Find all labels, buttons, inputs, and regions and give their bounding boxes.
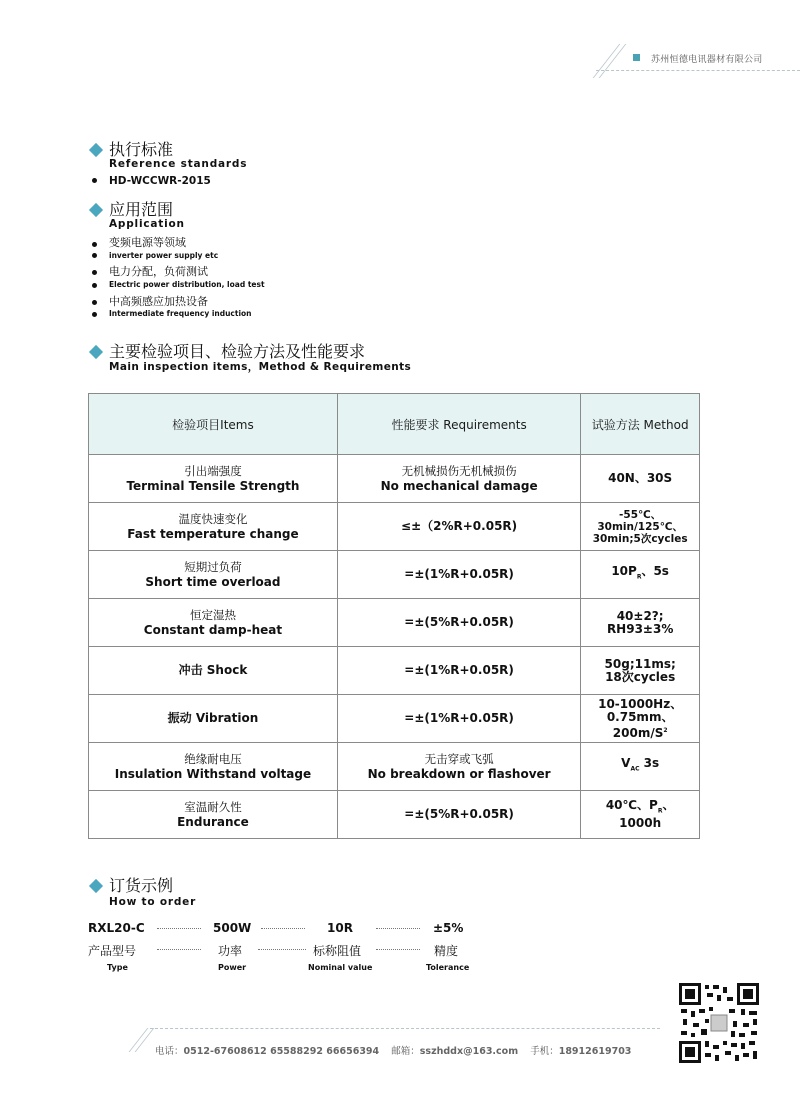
phone-number: 0512-67608612 65588292 66656394 xyxy=(183,1046,380,1057)
method-text: 、5s xyxy=(641,564,669,579)
order-label-tolerance: 精度 xyxy=(434,944,459,958)
method-line: 30min;5次cycles xyxy=(592,532,688,545)
item-cn: 温度快速变化 xyxy=(178,511,248,526)
item-cn: 短期过负荷 xyxy=(184,559,242,574)
diamond-icon xyxy=(89,143,103,157)
method-line: 10-1000Hz、 xyxy=(598,696,683,711)
method-cell xyxy=(581,743,700,791)
bullet-icon xyxy=(92,242,97,247)
requirement-cell xyxy=(337,791,580,839)
bullet-icon xyxy=(92,300,97,305)
dotted-leader xyxy=(157,928,201,929)
item-cell xyxy=(89,791,338,839)
email-label: 邮箱： xyxy=(391,1046,420,1057)
table-row xyxy=(89,647,700,695)
item-en: Fast temperature change xyxy=(127,526,299,541)
order-code-tolerance: ±5% xyxy=(433,921,464,935)
application-item-cn: 电力分配，负荷测试 xyxy=(109,265,208,278)
dotted-leader xyxy=(258,949,306,950)
order-label-resistance: 标称阻值 xyxy=(313,944,362,958)
requirement-cell xyxy=(337,455,580,503)
req-cn: 无机械损伤无机械损伤 xyxy=(401,463,517,478)
method-text: V xyxy=(621,756,631,771)
application-item-en: Intermediate frequency induction xyxy=(109,309,252,318)
bullet-icon xyxy=(92,253,97,258)
item-cn: 室温耐久性 xyxy=(184,799,242,814)
item-cn: 引出端强度 xyxy=(184,463,242,478)
application-item-en: Electric power distribution, load test xyxy=(109,280,265,289)
header-requirements: 性能要求 Requirements xyxy=(337,394,580,455)
req-en: =±(5%R+0.05R) xyxy=(404,615,514,629)
table-row xyxy=(89,743,700,791)
application-item-en: inverter power supply etc xyxy=(109,251,219,260)
item-cell xyxy=(89,647,338,695)
method-sup: 2 xyxy=(663,726,668,734)
req-en: No mechanical damage xyxy=(380,478,538,493)
order-title-en: How to order xyxy=(109,896,197,908)
item-cn: 绝缘耐电压 xyxy=(184,751,242,766)
inspection-title: 主要检验项目、检验方法及性能要求 xyxy=(109,342,366,361)
item-cell xyxy=(89,455,338,503)
method-line: RH93±3% xyxy=(606,621,674,636)
item-cell xyxy=(89,503,338,551)
req-en: =±(1%R+0.05R) xyxy=(404,711,514,725)
req-en: No breakdown or flashover xyxy=(367,766,551,781)
method-line: 40±2?; xyxy=(616,608,664,623)
dotted-leader xyxy=(157,949,201,950)
footer-dashed-line xyxy=(150,1028,660,1029)
order-label-type-en: Type xyxy=(107,963,128,972)
inspection-table xyxy=(88,393,700,839)
requirement-cell xyxy=(337,695,580,743)
method-sub: R xyxy=(657,807,663,815)
standards-title-en: Reference standards xyxy=(109,158,248,170)
order-label-power: 功率 xyxy=(218,944,243,958)
requirement-cell xyxy=(337,647,580,695)
diamond-icon xyxy=(89,203,103,217)
method-line: 0.75mm、 xyxy=(606,709,674,724)
header-items: 检验项目Items xyxy=(89,394,338,455)
header-dashed-line xyxy=(596,70,800,71)
application-title-en: Application xyxy=(109,218,185,230)
method-line: -55℃、 xyxy=(619,508,662,521)
requirement-cell xyxy=(337,551,580,599)
req-cn: 无击穿或飞弧 xyxy=(424,751,494,766)
qr-code-icon xyxy=(679,983,759,1063)
method-sub: AC xyxy=(630,765,640,773)
diamond-icon xyxy=(89,345,103,359)
method-text: 200m/S xyxy=(612,725,664,740)
bullet-icon xyxy=(92,283,97,288)
diamond-icon xyxy=(89,879,103,893)
order-label-resistance-en: Nominal value xyxy=(308,963,373,972)
header-square-icon xyxy=(633,54,640,61)
method-line: 40N、30S xyxy=(608,471,673,485)
header-method: 试验方法 Method xyxy=(581,394,700,455)
method-text: 10P xyxy=(611,564,637,579)
item-en: Constant damp-heat xyxy=(143,622,283,637)
item-cell xyxy=(89,695,338,743)
bullet-icon xyxy=(92,270,97,275)
item-en: Insulation Withstand voltage xyxy=(114,766,312,781)
mobile-label: 手机： xyxy=(530,1046,559,1057)
method-line: 18次cycles xyxy=(605,669,676,684)
requirement-cell xyxy=(337,743,580,791)
method-cell xyxy=(581,551,700,599)
method-text: 、1000h xyxy=(619,797,675,831)
method-cell xyxy=(581,455,700,503)
method-cell xyxy=(581,599,700,647)
standards-title: 执行标准 xyxy=(109,140,174,159)
order-code-power: 500W xyxy=(213,921,252,935)
table-row xyxy=(89,791,700,839)
dotted-leader xyxy=(376,949,420,950)
item-cell xyxy=(89,743,338,791)
bullet-icon xyxy=(92,312,97,317)
footer-contact xyxy=(155,1043,631,1057)
method-cell xyxy=(581,503,700,551)
method-cell xyxy=(581,647,700,695)
order-label-power-en: Power xyxy=(218,963,247,972)
order-label-type: 产品型号 xyxy=(88,944,137,958)
phone-label: 电话： xyxy=(155,1046,184,1057)
table-row xyxy=(89,503,700,551)
standard-item: HD-WCCWR-2015 xyxy=(109,175,211,187)
requirement-cell xyxy=(337,503,580,551)
dotted-leader xyxy=(261,928,305,929)
application-title: 应用范围 xyxy=(109,200,174,219)
item-en: Endurance xyxy=(177,814,249,829)
order-title: 订货示例 xyxy=(109,876,174,895)
dotted-leader xyxy=(376,928,420,929)
method-text: 40℃、P xyxy=(605,797,658,812)
company-name: 苏州恒德电讯器材有限公司 xyxy=(651,55,763,65)
item-cn: 冲击 Shock xyxy=(178,663,248,677)
order-code-type: RXL20-C xyxy=(88,921,145,935)
application-item-cn: 变频电源等领域 xyxy=(109,236,186,249)
method-text: 3s xyxy=(639,756,660,771)
item-cn: 恒定湿热 xyxy=(189,607,236,622)
method-cell xyxy=(581,695,700,743)
mobile-number: 18912619703 xyxy=(558,1046,632,1057)
method-line: 30min/125℃、 xyxy=(597,520,683,533)
inspection-title-en: Main inspection items，Method & Requirements xyxy=(109,361,412,373)
bullet-icon xyxy=(92,178,97,183)
application-item-cn: 中高频感应加热设备 xyxy=(109,295,208,308)
method-cell xyxy=(581,791,700,839)
header-slash-1 xyxy=(593,44,621,78)
order-code-resistance: 10R xyxy=(327,921,353,935)
order-label-tolerance-en: Tolerance xyxy=(426,963,470,972)
item-en: Short time overload xyxy=(145,574,281,589)
req-en: =±(1%R+0.05R) xyxy=(404,663,514,677)
method-sub: R xyxy=(636,573,642,581)
item-cn: 振动 Vibration xyxy=(167,711,259,725)
requirement-cell xyxy=(337,599,580,647)
item-cell xyxy=(89,551,338,599)
header-slash-2 xyxy=(599,44,627,78)
req-en: =±(5%R+0.05R) xyxy=(404,807,514,821)
item-en: Terminal Tensile Strength xyxy=(126,478,300,493)
method-line: 50g;11ms; xyxy=(604,656,676,671)
req-en: =±(1%R+0.05R) xyxy=(404,567,514,581)
table-row xyxy=(89,455,700,503)
footer-slash-1 xyxy=(129,1028,149,1052)
table-header-row xyxy=(89,394,700,455)
email-address: sszhddx@163.com xyxy=(419,1046,519,1057)
table-row xyxy=(89,695,700,743)
req-en: ≤±（2%R+0.05R) xyxy=(401,519,518,533)
table-row xyxy=(89,599,700,647)
item-cell xyxy=(89,599,338,647)
table-row xyxy=(89,551,700,599)
